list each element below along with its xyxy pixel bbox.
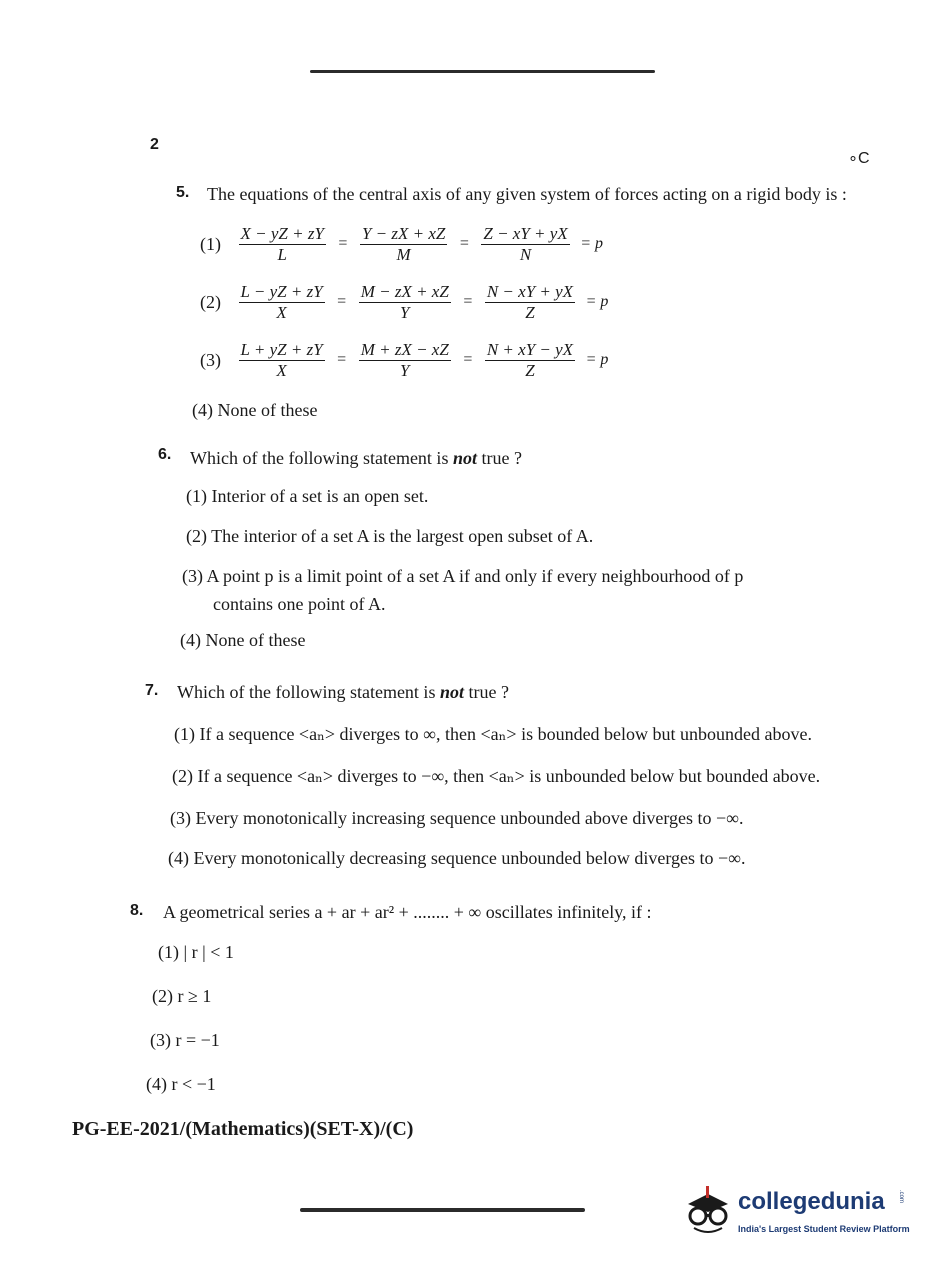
bottom-rule: [300, 1208, 585, 1212]
equation-tail: = p: [580, 235, 603, 253]
option-label: (2): [200, 291, 221, 312]
question-6-option-3: (3) A point p is a limit point of a set A if and only if every neighbourhood of p: [182, 566, 744, 586]
question-6-option-4: (4) None of these: [180, 630, 306, 650]
equation-tail: = p: [585, 351, 609, 369]
question-5-option-2: [200, 282, 608, 322]
question-6-text: Which of the following statement is not true ?: [190, 448, 522, 468]
question-6-option-3-cont: contains one point of A.: [213, 594, 386, 614]
logo-suffix: .com: [898, 1190, 904, 1204]
top-rule: [310, 70, 655, 73]
equals-sign: =: [338, 235, 348, 253]
fraction: $\frac{Z - xY + yX}{N}$: [483, 224, 568, 264]
question-5-option-3: [200, 340, 608, 380]
page-number: 2: [150, 136, 159, 153]
question-8-text: A geometrical series a + ar + ar² + ........ + ∞ oscillates infinitely, if :: [163, 902, 652, 922]
equals-sign: =: [463, 351, 473, 369]
question-7-option-4: (4) Every monotonically decreasing sequence unbounded below diverges to −∞.: [168, 848, 746, 868]
question-5-option-4: (4) None of these: [192, 400, 318, 420]
question-5-text: The equations of the central axis of any given system of forces acting on a rigid body is :: [207, 184, 847, 204]
equals-sign: =: [337, 293, 347, 311]
question-8-number: 8.: [130, 902, 144, 919]
fraction: $\frac{M - zX + xZ}{Y}$: [360, 282, 449, 322]
question-5-option-1: [200, 224, 603, 264]
question-8-option-3: (3) r = −1: [150, 1030, 220, 1050]
equals-sign: =: [459, 235, 469, 253]
logo-wordmark: collegedunia: [738, 1188, 885, 1215]
fraction: $\frac{Y - zX + xZ}{M}$: [361, 224, 446, 264]
question-7-text: Which of the following statement is not true ?: [177, 682, 509, 702]
fraction: $\frac{X - yZ + zY}{L}$: [240, 224, 324, 264]
question-7-option-1: (1) If a sequence <aₙ> diverges to ∞, then <aₙ> is bounded below but unbounded above.: [174, 724, 813, 744]
question-7-number: 7.: [145, 682, 159, 699]
emphasis: not: [452, 448, 477, 468]
collegedunia-logo: [680, 1180, 910, 1240]
option-label: (3): [200, 349, 221, 370]
equals-sign: =: [337, 351, 347, 369]
question-6-option-1: (1) Interior of a set is an open set.: [186, 486, 429, 506]
footer-code: PG-EE-2021/(Mathematics)(SET-X)/(C): [72, 1118, 414, 1140]
fraction: $\frac{L + yZ + zY}{X}$: [240, 340, 323, 380]
question-7-option-2: (2) If a sequence <aₙ> diverges to −∞, then <aₙ> is unbounded below but bounded above.: [172, 766, 821, 786]
fraction: $\frac{M + zX - xZ}{Y}$: [360, 340, 449, 380]
question-8-option-2: (2) r ≥ 1: [152, 986, 212, 1006]
fraction: $\frac{L - yZ + zY}{X}$: [240, 282, 323, 322]
question-5-number: 5.: [176, 184, 190, 201]
option-label: (1): [200, 233, 221, 254]
corner-mark: ∘C: [848, 150, 870, 167]
emphasis: not: [439, 682, 464, 702]
question-7-option-3: (3) Every monotonically increasing sequence unbounded above diverges to −∞.: [170, 808, 744, 828]
fraction: $\frac{N - xY + yX}{Z}$: [486, 282, 574, 322]
question-6-option-2: (2) The interior of a set A is the largest open subset of A.: [186, 526, 594, 546]
logo-mascot-icon: [680, 1180, 736, 1240]
fraction: $\frac{N + xY - yX}{Z}$: [486, 340, 574, 380]
equation-tail: = p: [585, 293, 609, 311]
equals-sign: =: [463, 293, 473, 311]
logo-tagline: India's Largest Student Review Platform: [738, 1224, 910, 1234]
question-8-option-4: (4) r < −1: [146, 1074, 216, 1094]
question-6-number: 6.: [158, 446, 172, 463]
question-8-option-1: (1) | r | < 1: [158, 942, 234, 962]
